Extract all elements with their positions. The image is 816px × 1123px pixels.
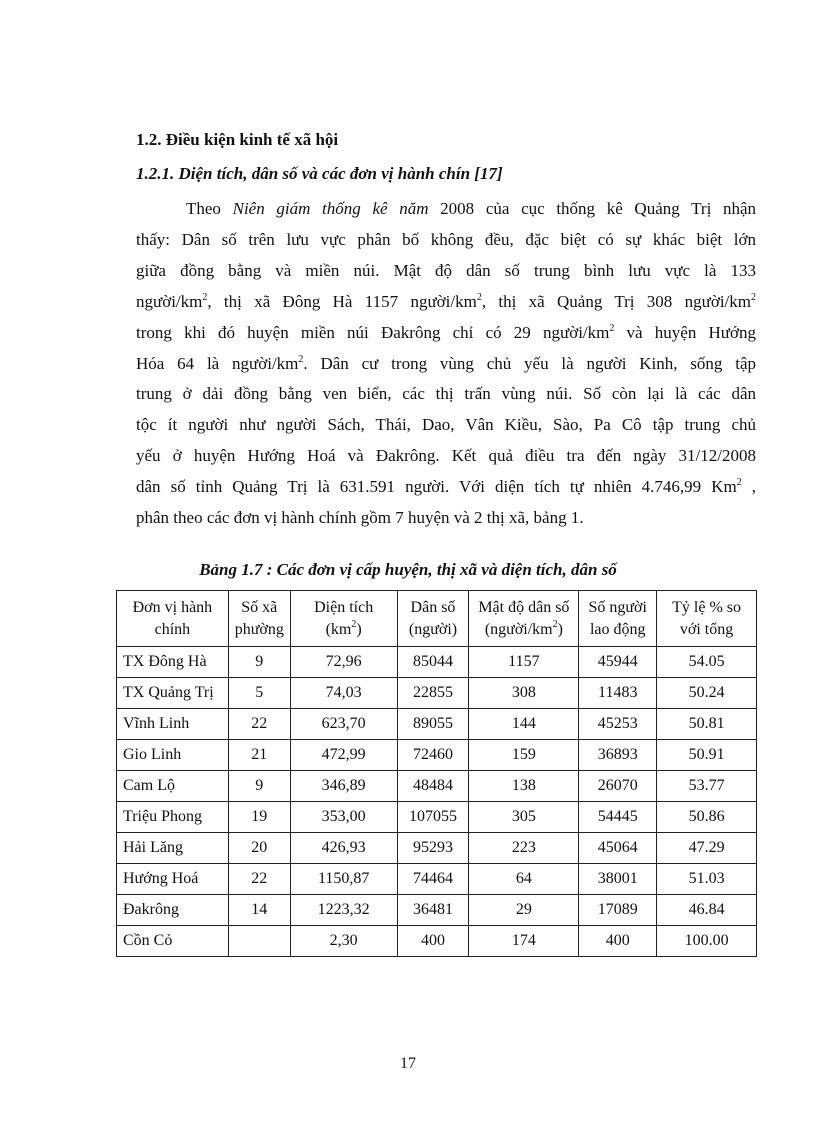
section-heading: 1.2. Điều kiện kinh tế xã hội: [136, 130, 339, 149]
cell-labor: 45253: [579, 709, 657, 740]
paragraph-line: yếu ở huyện Hướng Hoá và Đakrông. Kết quả điều tra đến ngày 31/12/2008: [136, 446, 756, 466]
cell-communes: 14: [228, 895, 290, 926]
cell-population: 95293: [397, 833, 469, 864]
cell-density: 159: [469, 740, 579, 771]
paragraph-line: trung ở dải đồng bằng ven biển, các thị trấn vùng núi. Số còn lại là các dân: [136, 384, 756, 404]
cell-unit: Cồn Cỏ: [117, 926, 229, 957]
cell-area: 2,30: [290, 926, 397, 957]
cell-area: 426,93: [290, 833, 397, 864]
cell-communes: 9: [228, 647, 290, 678]
cell-ratio: 46.84: [657, 895, 757, 926]
cell-ratio: 53.77: [657, 771, 757, 802]
cell-area: 74,03: [290, 678, 397, 709]
cell-labor: 45064: [579, 833, 657, 864]
cell-labor: 17089: [579, 895, 657, 926]
paragraph-line: dân số tỉnh Quảng Trị là 631.591 người. Với diện tích tự nhiên 4.746,99 Km$^2$ ,: [136, 477, 757, 497]
table-row: [117, 802, 757, 833]
paragraph-line: Hóa 64 là người/$km^2$. Dân cư trong vùng chủ yếu là người Kinh, sống tập: [136, 353, 756, 373]
table-row: [117, 740, 757, 771]
cell-labor: 11483: [579, 678, 657, 709]
paragraph-line: người/$km^2$, thị xã Đông Hà 1157 người/$km^2$, thị xã Quảng Trị 308 người/$km^2$: [136, 291, 756, 311]
cell-area: 1223,32: [290, 895, 397, 926]
body-paragraph: [136, 194, 756, 534]
cell-density: 308: [469, 678, 579, 709]
cell-population: 85044: [397, 647, 469, 678]
cell-unit: TX Đông Hà: [117, 647, 229, 678]
cell-communes: 5: [228, 678, 290, 709]
table-row: [117, 771, 757, 802]
cell-density: 144: [469, 709, 579, 740]
cell-communes: [228, 926, 290, 957]
cell-unit: Gio Linh: [117, 740, 229, 771]
cell-area: 1150,87: [290, 864, 397, 895]
cell-population: 400: [397, 926, 469, 957]
cell-labor: 45944: [579, 647, 657, 678]
col-ratio-header: Tỷ lệ % so với tổng: [657, 591, 757, 647]
cell-ratio: 50.86: [657, 802, 757, 833]
cell-area: 72,96: [290, 647, 397, 678]
col-area-header: Diện tích $(km^2)$: [290, 591, 397, 647]
cell-labor: 38001: [579, 864, 657, 895]
cell-area: 623,70: [290, 709, 397, 740]
cell-population: 72460: [397, 740, 469, 771]
cell-unit: Đakrông: [117, 895, 229, 926]
cell-density: 64: [469, 864, 579, 895]
col-density-header: Mật độ dân số $(người/km^2)$: [469, 591, 579, 647]
cell-ratio: 50.81: [657, 709, 757, 740]
table-row: [117, 678, 757, 709]
paragraph-line: giữa đồng bằng và miền núi. Mật độ dân số trung bình lưu vực là 133: [136, 260, 756, 280]
cell-communes: 20: [228, 833, 290, 864]
cell-ratio: 54.05: [657, 647, 757, 678]
table-row: [117, 647, 757, 678]
paragraph-line: Theo Niên giám thống kê năm 2008 của cục thống kê Quảng Trị nhận: [186, 199, 757, 218]
cell-area: 472,99: [290, 740, 397, 771]
cell-ratio: 47.29: [657, 833, 757, 864]
table-row: [117, 895, 757, 926]
cell-density: 1157: [469, 647, 579, 678]
district-table: [116, 590, 757, 957]
cell-density: 174: [469, 926, 579, 957]
cell-ratio: 50.91: [657, 740, 757, 771]
cell-area: 353,00: [290, 802, 397, 833]
paragraph-line: tộc ít người như người Sách, Thái, Dao, Vân Kiều, Sào, Pa Cô tập trung chủ: [136, 415, 756, 435]
cell-unit: Vĩnh Linh: [117, 709, 229, 740]
col-population-header: Dân số (người): [397, 591, 469, 647]
cell-population: 89055: [397, 709, 469, 740]
cell-unit: Cam Lộ: [117, 771, 229, 802]
cell-communes: 22: [228, 709, 290, 740]
table-row: [117, 926, 757, 957]
paragraph-line: thấy: Dân số trên lưu vực phân bố không đều, đặc biệt có sự khác biệt lớn: [136, 229, 756, 249]
cell-unit: TX Quảng Trị: [117, 678, 229, 709]
cell-population: 48484: [397, 771, 469, 802]
cell-communes: 21: [228, 740, 290, 771]
table-row: [117, 864, 757, 895]
cell-unit: Hải Lăng: [117, 833, 229, 864]
table-header-row: [117, 591, 757, 647]
col-communes-header: Số xã phường: [228, 591, 290, 647]
cell-unit: Hướng Hoá: [117, 864, 229, 895]
cell-population: 22855: [397, 678, 469, 709]
cell-ratio: 100.00: [657, 926, 757, 957]
cell-density: 223: [469, 833, 579, 864]
col-unit-header: Đơn vị hành chính: [117, 591, 229, 647]
cell-unit: Triệu Phong: [117, 802, 229, 833]
cell-ratio: 51.03: [657, 864, 757, 895]
cell-communes: 22: [228, 864, 290, 895]
cell-population: 107055: [397, 802, 469, 833]
cell-population: 74464: [397, 864, 469, 895]
cell-density: 138: [469, 771, 579, 802]
table-caption: Bảng 1.7 : Các đơn vị cấp huyện, thị xã và diện tích, dân số: [199, 560, 617, 579]
subsection-heading: 1.2.1. Diện tích, dân số và các đơn vị hành chín [17]: [136, 164, 503, 183]
cell-labor: 26070: [579, 771, 657, 802]
cell-labor: 400: [579, 926, 657, 957]
paragraph-line: trong khi đó huyện miền núi Đakrông chỉ có 29 người/$km^2$ và huyện Hướng: [136, 322, 756, 342]
cell-communes: 9: [228, 771, 290, 802]
page-number: 17: [400, 1055, 416, 1072]
paragraph-line: phân theo các đơn vị hành chính gồm 7 huyện và 2 thị xã, bảng 1.: [136, 508, 584, 528]
cell-area: 346,89: [290, 771, 397, 802]
cell-ratio: 50.24: [657, 678, 757, 709]
cell-communes: 19: [228, 802, 290, 833]
cell-labor: 36893: [579, 740, 657, 771]
col-labor-header: Số người lao động: [579, 591, 657, 647]
cell-labor: 54445: [579, 802, 657, 833]
cell-density: 29: [469, 895, 579, 926]
cell-population: 36481: [397, 895, 469, 926]
table-row: [117, 709, 757, 740]
cell-density: 305: [469, 802, 579, 833]
table-row: [117, 833, 757, 864]
